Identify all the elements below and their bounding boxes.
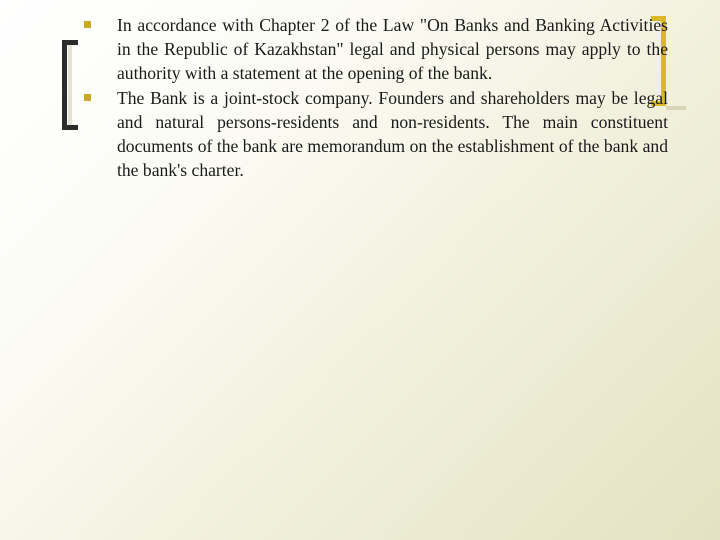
bullet-text: In accordance with Chapter 2 of the Law "On Banks and Banking Activities in the Republic of Kazakhstan" legal and physical persons may apply to the authority with a statement at the opening of the bank. bbox=[117, 15, 668, 84]
left-bracket-icon bbox=[62, 40, 78, 130]
bullet-list bbox=[84, 13, 668, 182]
bullet-text: The Bank is a joint-stock company. Founders and shareholders may be legal and natural persons-residents and non-residents. The main constituent documents of the bank are memorandum on the establishment of the bank and the bank's charter. bbox=[117, 87, 668, 181]
square-bullet-icon bbox=[84, 94, 91, 101]
bullet-item bbox=[84, 13, 668, 86]
square-bullet-icon bbox=[84, 21, 91, 28]
right-bracket-shadow bbox=[666, 106, 686, 110]
bullet-item bbox=[84, 86, 668, 183]
